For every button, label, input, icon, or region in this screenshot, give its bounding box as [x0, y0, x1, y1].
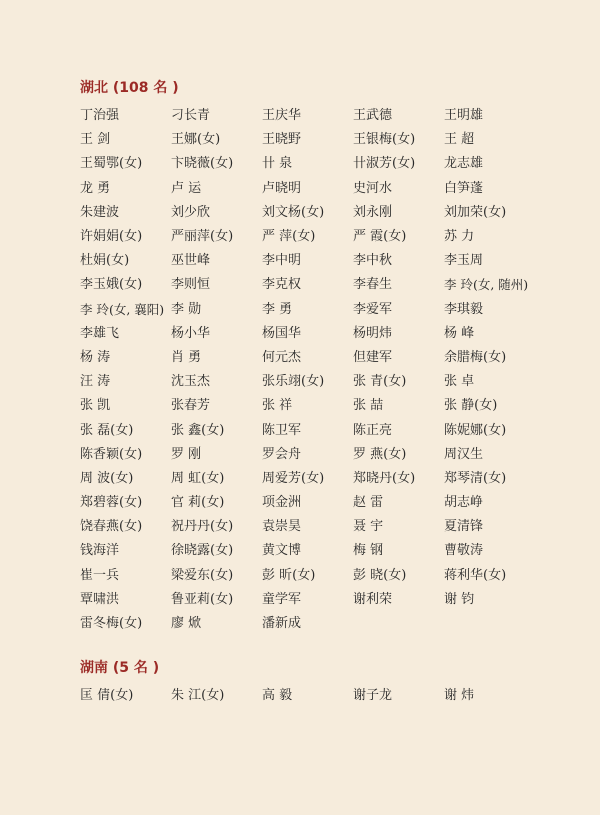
name-entry: 聂 宇	[353, 519, 384, 535]
name-entry: 张 喆	[353, 398, 384, 414]
name-entry: 谢 炜	[444, 688, 475, 704]
name-entry: 罗会舟	[262, 446, 302, 462]
name-entry: 李雄飞	[80, 325, 120, 341]
name-entry: 夏清锋	[444, 519, 484, 535]
name-entry: 丁治强	[80, 108, 120, 124]
name-entry: 袁崇昊	[262, 519, 302, 535]
name-entry: 肖 勇	[171, 349, 202, 365]
name-entry: 余腊梅(女)	[444, 349, 507, 365]
name-entry: 李玉娥(女)	[80, 277, 143, 293]
section-title: 湖南 (5 名 )	[80, 660, 160, 676]
name-entry: 李春生	[353, 277, 393, 293]
name-entry: 陈卫军	[262, 422, 302, 438]
name-entry: 黄文博	[262, 543, 302, 559]
name-entry: 郑碧蓉(女)	[80, 495, 143, 511]
name-entry: 李克权	[262, 277, 302, 293]
name-entry: 卢晓明	[262, 180, 302, 196]
name-entry: 王蜀鄂(女)	[80, 156, 143, 172]
name-entry: 卄淑芳(女)	[353, 156, 416, 172]
name-entry: 李琪毅	[444, 301, 484, 317]
name-entry: 李中秋	[353, 253, 393, 269]
name-entry: 严 萍(女)	[262, 229, 316, 245]
name-entry: 苏 力	[444, 229, 475, 245]
name-entry: 朱 江(女)	[171, 688, 225, 704]
name-entry: 王武德	[353, 108, 393, 124]
name-entry: 张 静(女)	[444, 398, 498, 414]
name-entry: 严丽萍(女)	[171, 229, 234, 245]
name-entry: 曹敬涛	[444, 543, 484, 559]
name-entry: 胡志峥	[444, 495, 484, 511]
name-entry: 汪 涛	[80, 374, 111, 390]
name-entry: 朱建波	[80, 204, 120, 220]
name-entry: 祝丹丹(女)	[171, 519, 234, 535]
section-hubei	[80, 76, 580, 636]
name-entry: 陈妮娜(女)	[444, 422, 507, 438]
name-entry: 赵 雷	[353, 495, 384, 511]
name-entry: 李 玲(女, 襄阳)	[80, 301, 165, 317]
name-entry: 何元杰	[262, 349, 302, 365]
name-entry: 严 霞(女)	[353, 229, 407, 245]
name-entry: 王娜(女)	[171, 132, 221, 148]
name-entry: 李则恒	[171, 277, 211, 293]
name-entry: 谢 钧	[444, 591, 475, 607]
name-entry: 匡 倩(女)	[80, 688, 134, 704]
name-entry: 张 祥	[262, 398, 293, 414]
name-entry: 谢子龙	[353, 688, 393, 704]
name-entry: 杜娟(女)	[80, 253, 130, 269]
name-entry: 刘文杨(女)	[262, 204, 325, 220]
name-entry: 巫世峰	[171, 253, 211, 269]
name-entry: 周 虹(女)	[171, 470, 225, 486]
name-entry: 张 磊(女)	[80, 422, 134, 438]
name-entry: 杨明炜	[353, 325, 393, 341]
name-entry: 罗 刚	[171, 446, 202, 462]
name-entry: 王银梅(女)	[353, 132, 416, 148]
name-entry: 周爱芳(女)	[262, 470, 325, 486]
name-entry: 王 剑	[80, 132, 111, 148]
name-entry: 雷冬梅(女)	[80, 616, 143, 632]
name-entry: 张春芳	[171, 398, 211, 414]
name-entry: 张 凯	[80, 398, 111, 414]
name-entry: 张 青(女)	[353, 374, 407, 390]
name-entry: 梅 钢	[353, 543, 384, 559]
name-entry: 李 勇	[262, 301, 293, 317]
name-entry: 刘少欣	[171, 204, 211, 220]
name-entry: 杨国华	[262, 325, 302, 341]
name-entry: 卢 运	[171, 180, 202, 196]
name-entry: 官 莉(女)	[171, 495, 225, 511]
name-entry: 刁长青	[171, 108, 211, 124]
name-entry: 徐晓露(女)	[171, 543, 234, 559]
name-entry: 杨 涛	[80, 349, 111, 365]
name-entry: 周汉生	[444, 446, 484, 462]
name-entry: 龙 勇	[80, 180, 111, 196]
name-entry: 彭 晓(女)	[353, 567, 407, 583]
name-entry: 卄 泉	[262, 156, 293, 172]
name-entry: 沈玉杰	[171, 374, 211, 390]
name-entry: 梁爱东(女)	[171, 567, 234, 583]
name-entry: 童学军	[262, 591, 302, 607]
name-entry: 王晓野	[262, 132, 302, 148]
name-entry: 周 波(女)	[80, 470, 134, 486]
name-entry: 鲁亚莉(女)	[171, 591, 234, 607]
name-entry: 李 玲(女, 随州)	[444, 277, 529, 293]
name-entry: 饶春燕(女)	[80, 519, 143, 535]
name-entry: 龙志雄	[444, 156, 484, 172]
name-entry: 李爱军	[353, 301, 393, 317]
name-entry: 罗 燕(女)	[353, 446, 407, 462]
name-entry: 王 超	[444, 132, 475, 148]
section-title: 湖北 (108 名 )	[80, 80, 179, 96]
name-entry: 王庆华	[262, 108, 302, 124]
name-entry: 郑晓丹(女)	[353, 470, 416, 486]
name-entry: 廖 焮	[171, 616, 202, 632]
name-entry: 杨 峰	[444, 325, 475, 341]
name-entry: 崔一兵	[80, 567, 120, 583]
name-entry: 张 鑫(女)	[171, 422, 225, 438]
name-entry: 潘新成	[262, 616, 302, 632]
name-entry: 史河水	[353, 180, 393, 196]
name-entry: 陈香颖(女)	[80, 446, 143, 462]
name-entry: 卞晓薇(女)	[171, 156, 234, 172]
name-entry: 王明雄	[444, 108, 484, 124]
name-entry: 高 毅	[262, 688, 293, 704]
name-entry: 刘永刚	[353, 204, 393, 220]
name-grid	[80, 684, 580, 708]
name-entry: 郑琴清(女)	[444, 470, 507, 486]
name-entry: 张 卓	[444, 374, 475, 390]
name-entry: 李中明	[262, 253, 302, 269]
name-entry: 刘加荣(女)	[444, 204, 507, 220]
name-entry: 张乐翊(女)	[262, 374, 325, 390]
name-entry: 许娟娟(女)	[80, 229, 143, 245]
name-entry: 谢利荣	[353, 591, 393, 607]
name-entry: 但建军	[353, 349, 393, 365]
name-entry: 李玉周	[444, 253, 484, 269]
name-entry: 彭 昕(女)	[262, 567, 316, 583]
name-entry: 钱海洋	[80, 543, 120, 559]
name-entry: 白笋蓬	[444, 180, 484, 196]
section-hunan	[80, 656, 580, 708]
name-entry: 李 勋	[171, 301, 202, 317]
name-entry: 陈正亮	[353, 422, 393, 438]
name-entry: 杨小华	[171, 325, 211, 341]
name-grid	[80, 104, 580, 636]
name-entry: 覃啸洪	[80, 591, 120, 607]
name-entry: 蒋利华(女)	[444, 567, 507, 583]
name-entry: 项金洲	[262, 495, 302, 511]
